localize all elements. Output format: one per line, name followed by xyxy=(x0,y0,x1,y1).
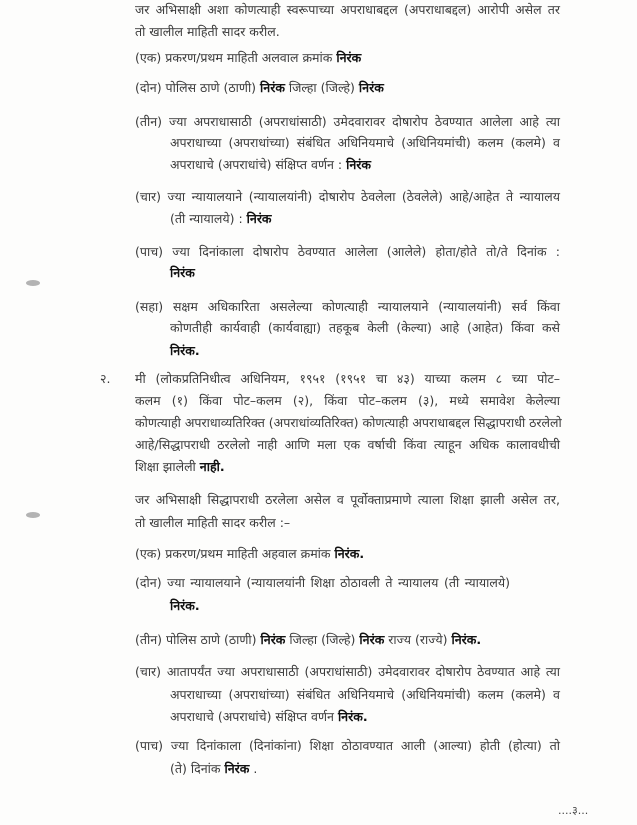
bold-answer: निरंक xyxy=(260,80,285,95)
text-line xyxy=(170,265,195,281)
text-line xyxy=(135,80,384,96)
text-segment: राज्य (राज्ये) xyxy=(384,632,452,647)
text-line xyxy=(135,189,560,205)
bold-answer: निरंक. xyxy=(334,546,365,561)
text-segment: (पाच) ज्या दिनांकाला (दिनांकांना) शिक्षा ठोठावण्यात आली (आल्या) होती (होत्या) तो xyxy=(135,738,560,753)
text-line xyxy=(170,598,200,614)
text-segment: अपराधाच्या (अपराधांच्या) संबंधित अधिनियमाचे (अधिनियमांची) कलम (कलमे) व xyxy=(170,687,560,702)
text-segment: कलम (१) किंवा पोट–कलम (२), किंवा पोट–कलम (३), मध्ये समावेश केलेल्या xyxy=(135,393,560,408)
text-segment: (दोन) ज्या न्यायालयाने (न्यायालयांनी शिक्षा ठोठावली ते न्यायालय (ती न्यायालये) xyxy=(135,575,510,590)
bold-answer: निरंक xyxy=(359,632,385,647)
bold-answer: निरंक xyxy=(358,80,384,95)
text-segment: मी (लोकप्रतिनिधीत्व अधिनियम, १९५१ (१९५१ चा ४३) याच्या कलम ८ च्या पोट– xyxy=(135,371,560,386)
text-segment: (ती न्यायालये) : xyxy=(170,211,247,226)
bold-answer: नाही. xyxy=(199,459,225,474)
text-segment: (तीन) पोलिस ठाणे (ठाणी) xyxy=(135,632,261,647)
text-line xyxy=(135,738,560,754)
text-line xyxy=(135,492,560,508)
text-line xyxy=(135,50,361,66)
text-line xyxy=(135,664,560,680)
text-line xyxy=(135,299,560,315)
text-line xyxy=(135,244,560,260)
text-segment: (ते) दिनांक xyxy=(170,761,225,776)
text-segment: तो खालील माहिती सादर करील :– xyxy=(135,515,291,530)
text-line xyxy=(135,546,364,562)
text-segment: (एक) प्रकरण/प्रथम माहिती अहवाल क्रमांक xyxy=(135,546,335,561)
text-segment: आहे/सिद्धापराधी ठरलेलो नाही आणि मला एक वर्षाची किंवा त्याहून अधिक कालावधीची xyxy=(135,437,560,452)
text-line xyxy=(100,371,110,387)
text-line xyxy=(170,687,560,703)
text-line xyxy=(135,393,560,409)
text-line xyxy=(135,575,510,591)
punch-hole xyxy=(26,512,40,518)
punch-hole xyxy=(26,280,40,286)
text-line xyxy=(135,114,560,130)
bold-answer: निरंक xyxy=(346,157,371,172)
bold-answer: निरंक xyxy=(170,265,195,280)
text-segment: शिक्षा झालेली xyxy=(135,459,200,474)
text-segment: (दोन) पोलिस ठाणे (ठाणी) xyxy=(135,80,261,95)
text-line xyxy=(135,371,560,387)
bold-answer: निरंक xyxy=(260,632,286,647)
bold-answer: निरंक xyxy=(246,211,272,226)
bold-answer: निरंक. xyxy=(170,598,200,613)
bold-answer: निरंक xyxy=(224,761,250,776)
text-line xyxy=(135,24,280,40)
text-segment: (एक) प्रकरण/प्रथम माहिती अलवाल क्रमांक xyxy=(135,50,337,65)
page-continuation-marker: ....३... xyxy=(558,804,589,817)
text-line xyxy=(170,135,560,151)
bold-answer: निरंक. xyxy=(451,632,482,647)
text-line xyxy=(170,157,371,173)
text-line xyxy=(135,437,560,453)
bold-answer: निरंक xyxy=(336,50,362,65)
text-segment: कोणत्याही अपराधाव्यतिरिक्त (अपराधांव्यतिरिक्त) कोणत्याही अपराधाबद्दल सिद्धापराधी ठरलेलो xyxy=(135,415,562,430)
text-segment: (चार) आतापर्यंत ज्या अपराधासाठी (अपराधांसाठी) उमेदवारावर दोषारोप ठेवण्यात आहे त्या xyxy=(135,664,560,679)
text-line xyxy=(170,761,257,777)
text-segment: अपराधाचे (अपराधांचे) संक्षिप्त वर्णन xyxy=(170,709,338,724)
bold-answer: निरंक. xyxy=(337,709,368,724)
text-line xyxy=(170,320,560,336)
text-segment: (पाच) ज्या दिनांकाला दोषारोप ठेवण्यात आलेला (आलेले) होता/होते तो/ते दिनांक : xyxy=(135,244,560,259)
text-segment: कोणतीही कार्यवाही (कार्यवाह्या) तहकूब केली (केल्या) आहे (आहेत) किंवा कसे xyxy=(170,320,560,335)
text-segment: (चार) ज्या न्यायालयाने (न्यायालयांनी) दोषारोप ठेवलेला (ठेवलेले) आहे/आहेत ते न्यायालय xyxy=(135,189,560,204)
text-line xyxy=(135,632,481,648)
text-line xyxy=(170,343,200,359)
text-line xyxy=(135,2,560,18)
text-segment: अपराधाच्या (अपराधांच्या) संबंधित अधिनियमाचे (अधिनियमांची) कलम (कलमे) व xyxy=(170,135,560,150)
text-segment: (सहा) सक्षम अधिकारिता असलेल्या कोणत्याही न्यायालयाने (न्यायालयांनी) सर्व किंवा xyxy=(135,299,560,314)
text-segment: २. xyxy=(100,371,111,386)
text-segment: जर अभिसाक्षी सिद्धापराधी ठरलेला असेल व पूर्वोक्ताप्रमाणे त्याला शिक्षा झाली असेल तर, xyxy=(135,492,560,507)
text-line xyxy=(135,415,560,431)
text-segment: अपराधाचे (अपराधांचे) संक्षिप्त वर्णन : xyxy=(170,157,347,172)
text-segment: (तीन) ज्या अपराधासाठी (अपराधांसाठी) उमेदवारावर दोषारोप ठेवण्यात आलेला आहे त्या xyxy=(135,114,560,129)
text-line xyxy=(135,515,290,531)
bold-answer: निरंक. xyxy=(170,343,200,358)
text-segment: जिल्हा (जिल्हे) xyxy=(285,632,360,647)
text-line xyxy=(170,709,368,725)
text-line xyxy=(170,211,272,227)
text-segment: जिल्हा (जिल्हे) xyxy=(284,80,359,95)
text-segment: जर अभिसाक्षी अशा कोणत्याही स्वरूपाच्या अपराधाबद्दल (अपराधाबद्दल) आरोपी असेल तर xyxy=(135,2,560,17)
text-segment: . xyxy=(249,761,258,776)
text-line xyxy=(135,459,225,475)
text-segment: तो खालील माहिती सादर करील. xyxy=(135,24,280,39)
